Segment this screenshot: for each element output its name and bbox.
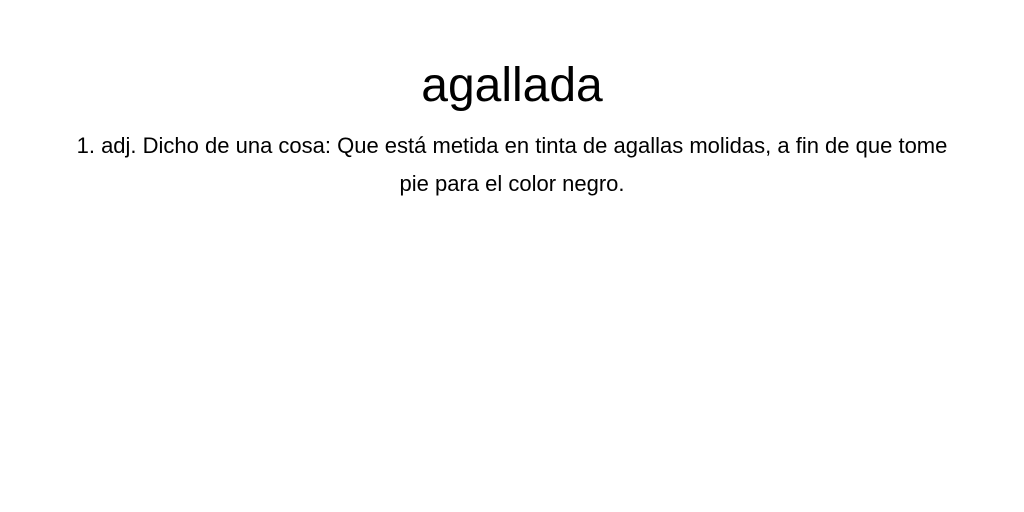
headword-title: agallada	[421, 59, 603, 112]
definition-text: 1. adj. Dicho de una cosa: Que está metida en tinta de agallas molidas, a fin de que tome pie para el color negro.	[76, 133, 948, 196]
